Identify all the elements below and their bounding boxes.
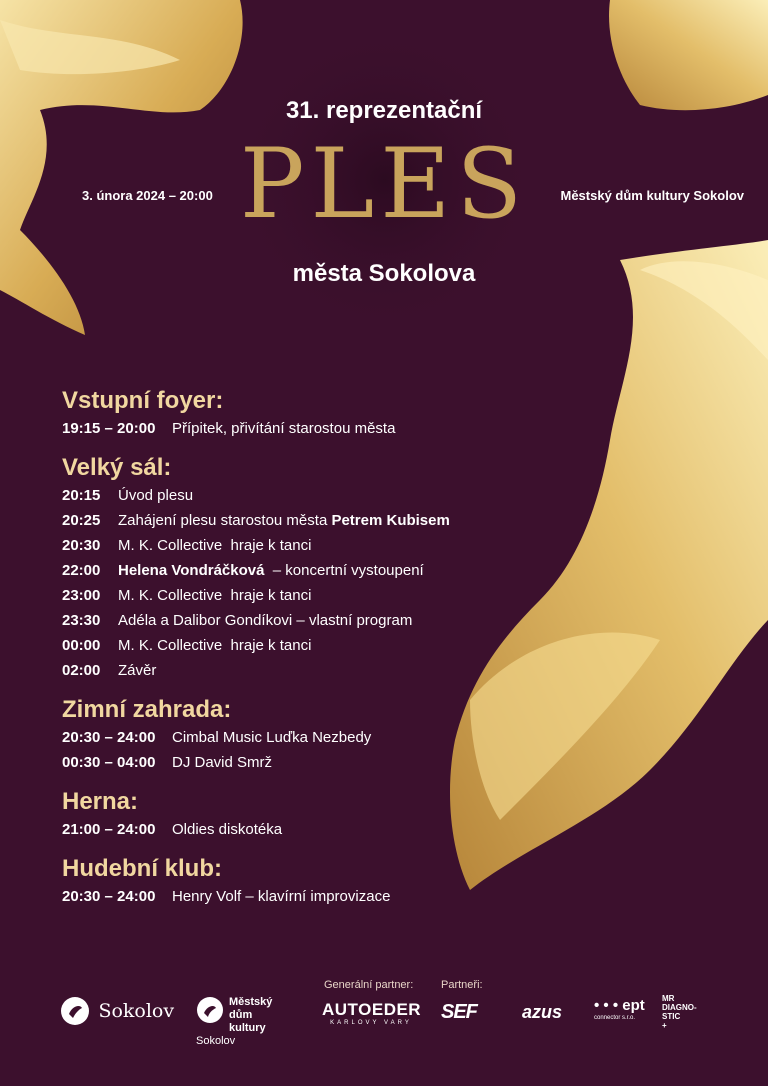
program-time: 22:00 (62, 562, 101, 579)
section-title: Vstupní foyer: (62, 387, 224, 414)
footer-logos (0, 975, 768, 1045)
program-text: Henry Volf – klavírní improvizace (172, 888, 391, 905)
program-text: Úvod plesu (118, 487, 194, 504)
program-row (62, 508, 482, 533)
program-time: 02:00 (62, 662, 101, 679)
program-time: 23:00 (62, 587, 101, 604)
program-text: Adéla a Dalibor Gondíkovi (118, 612, 293, 629)
program-text: Oldies diskotéka (172, 821, 283, 838)
event-venue: Městský dům kultury Sokolov (560, 188, 744, 203)
section-title: Velký sál: (62, 454, 172, 481)
program-row (62, 583, 482, 608)
program-row (62, 750, 482, 775)
program-text: DJ David Smrž (172, 754, 273, 771)
mdk-logo (196, 996, 275, 1048)
ept-logo-text: • • • ept (594, 997, 645, 1014)
program-text-rest: – koncertní vystoupení (264, 562, 424, 579)
program-row (62, 658, 482, 683)
ept-logo (594, 998, 645, 1022)
section-title: Herna: (62, 788, 139, 815)
program-time: 20:15 (62, 487, 101, 504)
sef-logo: SEF (441, 1001, 477, 1023)
program-text: Cimbal Music Luďka Nezbedy (172, 729, 372, 746)
program-text: M. K. Collective (118, 637, 223, 654)
section-title: Zimní zahrada: (62, 696, 232, 723)
program-time: 20:30 – 24:00 (62, 888, 156, 905)
mdk-logo-line2a: kultury (229, 1022, 266, 1034)
program-row (62, 483, 482, 508)
program-row (62, 533, 482, 558)
sokolov-logo-text: Sokolov (98, 1000, 175, 1022)
autoeder-logo-text: AUTOEDER (322, 1000, 422, 1019)
program-time: 00:30 – 04:00 (62, 754, 156, 771)
main-title: PLES (239, 128, 529, 240)
mr-logo-line4: + (662, 1021, 667, 1030)
program-time: 20:30 – 24:00 (62, 729, 156, 746)
general-partner-label: Generální partner: (324, 979, 414, 991)
program-text: M. K. Collective (118, 537, 223, 554)
program-text: M. K. Collective (118, 587, 223, 604)
sokolov-logo (60, 996, 174, 1026)
program-text: Přípitek, přivítání starostou města (172, 420, 396, 437)
subtitle-top: 31. reprezentační (285, 97, 483, 124)
program-row (62, 608, 482, 633)
ept-logo-sub: connector s.r.o. (594, 1015, 636, 1021)
program-time: 00:00 (62, 637, 101, 654)
program-text-rest: – vlastní program (292, 612, 413, 629)
sokolov-emblem-icon (60, 996, 90, 1026)
program-row (62, 558, 482, 583)
mr-diagnostic-logo (662, 994, 697, 1030)
program-row (62, 884, 482, 909)
program-time: 20:30 (62, 537, 101, 554)
mdk-logo-line1: Městský dům (229, 996, 273, 1021)
program-text-bold: Petrem Kubisem (331, 512, 450, 529)
program-time: 23:30 (62, 612, 101, 629)
mdk-emblem-icon (196, 996, 224, 1024)
program-time: 20:25 (62, 512, 101, 529)
autoeder-logo (322, 1001, 420, 1027)
subtitle-bottom: města Sokolova (292, 260, 476, 287)
program-row (62, 633, 482, 658)
autoeder-logo-sub: KARLOVY VARY (330, 1020, 412, 1026)
program-text: Závěr (118, 662, 157, 679)
program-text: Zahájení plesu starostou města (118, 512, 332, 529)
mr-logo-line3: STIC (662, 1012, 681, 1021)
mr-logo-line2: DIAGNO- (662, 1003, 697, 1012)
mdk-logo-line2b: Sokolov (196, 1035, 236, 1047)
program-text-rest: hraje k tanci (222, 537, 312, 554)
mr-logo-line1: MR (662, 994, 675, 1003)
event-date-time: 3. února 2024 – 20:00 (82, 188, 213, 203)
program-row (62, 817, 482, 842)
partners-label: Partneři: (441, 979, 483, 991)
program-row (62, 725, 482, 750)
section-title: Hudební klub: (62, 855, 222, 882)
program-time: 19:15 – 20:00 (62, 420, 156, 437)
program-row (62, 416, 482, 441)
program-text-rest: hraje k tanci (222, 587, 312, 604)
azus-logo: azus (522, 1002, 563, 1022)
program (62, 386, 482, 909)
program-time: 21:00 – 24:00 (62, 821, 156, 838)
program-text-bold: Helena Vondráčková (118, 562, 265, 579)
program-text-rest: hraje k tanci (222, 637, 312, 654)
